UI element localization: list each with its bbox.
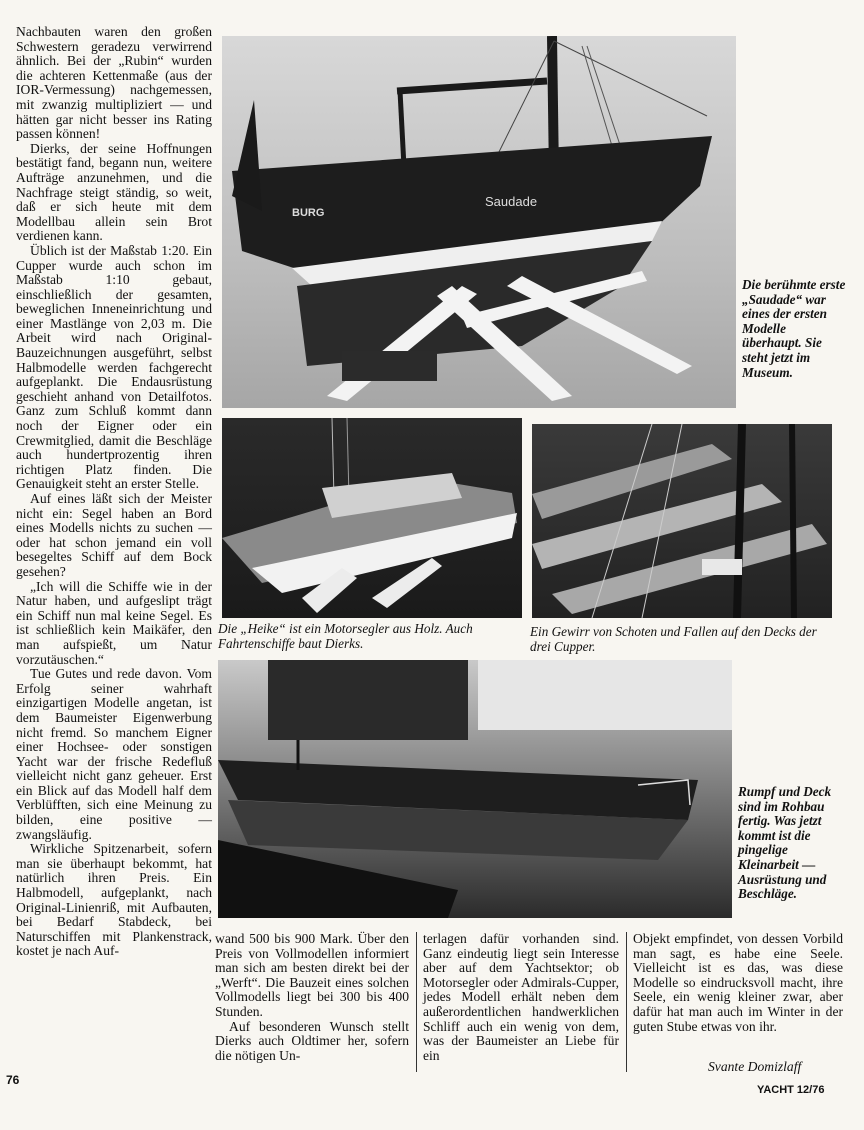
paragraph: Auf besonderen Wunsch stellt Dierks auch Oldtimer her, sofern die nötigen Un- [215,1018,409,1063]
caption-rumpf: Rumpf und Deck sind im Rohbau fertig. Was jetzt kommt ist die pingelige Kleinarbeit — Ausrüstung und Beschläge. [738,784,832,902]
column-1 [16,25,212,959]
photo-saudade [222,36,736,408]
column-3 [423,932,619,1063]
caption-heike: Die „Heike“ ist ein Motorsegler aus Holz. Auch Fahrtenschiffe baut Dierks. [218,621,473,651]
author-name: Svante Domizlaff [708,1059,802,1074]
column-4 [633,932,843,1034]
column-rule [626,932,627,1072]
heike-model-illustration [222,418,522,618]
paragraph: Tue Gutes und rede davon. Vom Erfolg seiner wahrhaft einzigartigen Modelle angetan, ist dem Baumeister Eigenwerbung nicht fremd. So manchem Eigner einer Hochsee- oder sonstigen Yacht war der frische Redefluß vielleicht nicht ganz geheuer. Erst ein Blick auf das Modell half dem Verblüfften, sich eine Meinung zu bilden, eine positive — zwangsläufig. [16,666,212,842]
rumpf-model-illustration [218,660,732,918]
column-rule [416,932,417,1072]
paragraph: wand 500 bis 900 Mark. Über den Preis von Vollmodellen informiert man sich am besten direkt bei der „Werft“. Die Bauzeit eines solchen Vollmodells liegt bei 300 bis 400 Stunden. [215,931,409,1019]
cupper-models-illustration [532,424,832,618]
paragraph: Nachbauten waren den großen Schwestern geradezu verwirrend ähnlich. Bei der „Rubin“ wurden die achteren Kettenmaße (aus der IOR-Vermessung) nachgemessen, mit zwanzig multipliziert — und hätten gar nicht besser ins Rating passen können! [16,24,212,142]
paragraph: „Ich will die Schiffe wie in der Natur haben, und aufgeslipt trägt ein Schiff nun mal keine Segel. Es ist schließlich kein Maikäfer, den man aufspießt, um Natur vorzutäuschen.“ [16,578,212,667]
hull-port-label: BURG [292,207,325,219]
photo-cupper [532,424,832,618]
paragraph: Dierks, der seine Hoffnungen bestätigt fand, begann nun, weitere Aufträge anzunehmen, und die Nachfrage steigt ständig, so weit, daß er sich heute mit dem Modellbau allein sein Brot verdienen kann. [16,140,212,244]
caption-cupper: Ein Gewirr von Schoten und Fallen auf den Decks der drei Cupper. [530,624,817,654]
paragraph: Objekt empfindet, von dessen Vorbild man sagt, es habe eine Seele. Vielleicht ist es das, was diese Modelle so eindrucksvoll macht, ihre Seele, ein wenig kleiner zwar, aber dafür hat man auch im Winter in der guten Stube etwas von ihr. [633,931,843,1034]
caption-saudade: Die berühmte erste „Saudade“ war eines der ersten Modelle überhaupt. Sie steht jetzt im Museum. [742,277,846,380]
column-2 [215,932,409,1063]
photo-heike [222,418,522,618]
saudade-model-illustration [222,36,736,408]
paragraph: Auf eines läßt sich der Meister nicht ein: Segel haben an Bord eines Modells nichts zu suchen — oder hat schon jemand ein voll besegeltes Schiff auf dem Bock gesehen? [16,491,212,579]
page-number: 76 [6,1073,20,1087]
paragraph: Üblich ist der Maßstab 1:20. Ein Cupper wurde auch schon im Maßstab 1:10 gebaut, einschließlich der gesamten, beweglichen Inneneinrichtung und einer Mastlänge von 2,03 m. Die Arbeit wird nach Original-Bauzeichnungen ausgeführt, selbst Halbmodelle werden fachgerecht aufgeplankt. Die Endausrüstung geschieht anhand von Detailfotos. Ganz zum Schluß kommt dann noch der Eigner oder ein Crewmitglied, damit die Beschläge auch hundertprozentig ihren richtigen Platz finden. Die Genauigkeit steht an erster Stelle. [16,242,212,492]
paragraph: Wirkliche Spitzenarbeit, sofern man sie überhaupt bekommt, hat natürlich ihren Preis. Ein Halbmodell, aufgeplankt, nach Original-Linienriß, mit Aufbauten, bei Bedarf Stabdeck, bei Naturschiffen mit Plankenstrack, kostet je nach Auf- [16,841,212,959]
paragraph: terlagen dafür vorhanden sind. Ganz eindeutig liegt sein Interesse aber auf dem Yachtsektor; ob Motorsegler oder Admirals-Cupper, jedes Modell erhält neben dem außerordentlichen handwerklichen Schliff auch ein wenig von dem, was der Baumeister an Liebe für ein [423,931,619,1063]
issue-label: YACHT 12/76 [757,1084,825,1096]
hull-name-label: Saudade [485,194,538,209]
photo-rumpf [218,660,732,918]
